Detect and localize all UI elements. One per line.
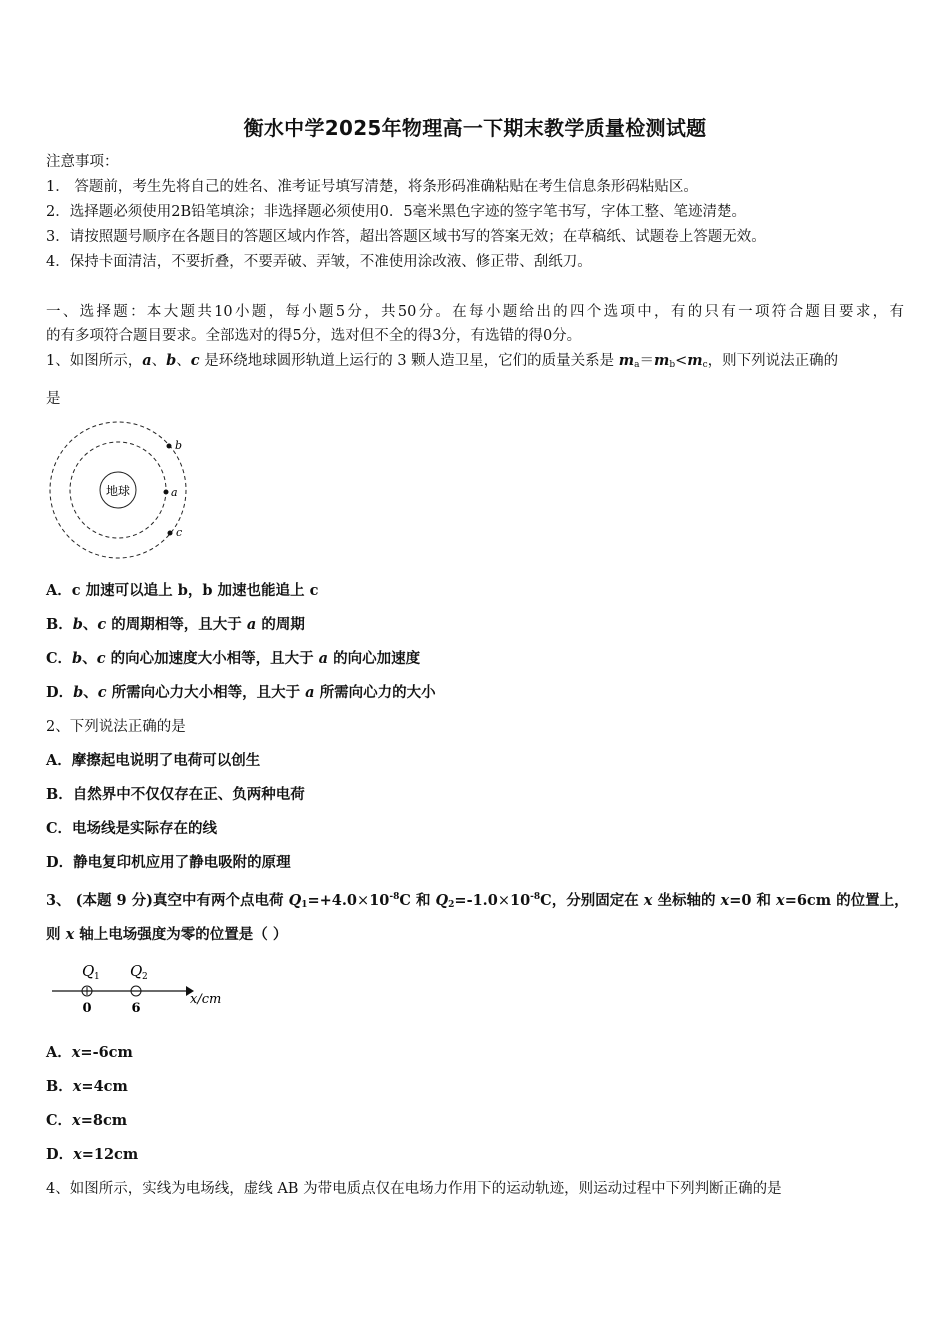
q1-option-b: B．b、c 的周期相等，且大于 a 的周期 (46, 616, 305, 633)
satellite-a (164, 490, 169, 495)
q3-option-b: B．x=4cm (46, 1078, 128, 1095)
satellite-c-label: c (176, 526, 183, 539)
notice-heading: 注意事项： (46, 154, 119, 170)
q2-label: Q (130, 962, 143, 980)
q1-option-a: A．c 加速可以追上 b，b 加速也能追上 c (46, 582, 319, 599)
tick-6: 6 (131, 1001, 141, 1016)
satellite-b (167, 444, 172, 449)
q2-option-d: D．静电复印机应用了静电吸附的原理 (46, 854, 291, 871)
section-intro-line2: 的有多项符合题目要求。全部选对的得5分，选对但不全的得3分，有选错的得0分。 (46, 328, 582, 344)
satellite-b-label: b (175, 439, 183, 452)
q1-option-d: D．b、c 所需向心力大小相等，且大于 a 所需向心力的大小 (46, 684, 436, 701)
page-title: 衡水中学2025年物理高一下期末教学质量检测试题 (243, 116, 707, 140)
question-1-stem: 1、如图所示，a、b、c 是环绕地球圆形轨道上运行的 3 颗人造卫星，它们的质量关系是 $m_a=m_b<m_c$，则下列说法正确的 (46, 352, 839, 370)
notice-item: 1． 答题前，考生先将自己的姓名、准考证号填写清楚，将条形码准确粘贴在考生信息条形码粘贴区。 (46, 179, 698, 195)
question-4-stem: 4、如图所示，实线为电场线，虚线 AB 为带电质点仅在电场力作用下的运动轨迹，则运动过程中下列判断正确的是 (46, 1181, 782, 1197)
satellite-a-label: a (171, 486, 178, 499)
q1-option-c: C．b、c 的向心加速度大小相等，且大于 a 的向心加速度 (46, 650, 421, 667)
notice-item: 2．选择题必须使用2B铅笔填涂；非选择题必须使用0．5毫米黑色字迹的签字笔书写，字体工整、笔迹清楚。 (46, 204, 747, 220)
q3-option-c: C．x=8cm (46, 1112, 128, 1129)
section-intro-line1: 一、选择题：本大题共10小题，每小题5分，共50分。在每小题给出的四个选项中，有的只有一项符合题目要求，有 (46, 304, 904, 320)
charge-axis-figure (50, 958, 240, 1020)
q2-label-sub: 2 (142, 972, 148, 982)
question-1-stem-end: 是 (46, 391, 61, 407)
axis-label: x/cm (190, 992, 222, 1007)
q1-label: Q (82, 962, 95, 980)
satellite-c (168, 531, 173, 536)
q3-option-a: A．x=-6cm (46, 1044, 133, 1061)
question-2-stem: 2、下列说法正确的是 (46, 719, 186, 735)
earth-label: 地球 (105, 484, 131, 498)
satellite-orbit-figure (48, 420, 198, 560)
tick-0: 0 (82, 1001, 92, 1016)
question-3-stem-end: 则 x 轴上电场强度为零的位置是（ ） (46, 926, 288, 943)
q2-option-b: B．自然界中不仅仅存在正、负两种电荷 (46, 786, 305, 803)
notice-item: 4．保持卡面清洁，不要折叠，不要弄破、弄皱，不准使用涂改液、修正带、刮纸刀。 (46, 254, 592, 270)
q3-option-d: D．x=12cm (46, 1146, 139, 1163)
q2-option-a: A．摩擦起电说明了电荷可以创生 (46, 752, 261, 769)
notice-item: 3．请按照题号顺序在各题目的答题区域内作答，超出答题区域书写的答案无效；在草稿纸、试题卷上答题无效。 (46, 229, 766, 245)
q2-option-c: C．电场线是实际存在的线 (46, 820, 218, 837)
q1-label-sub: 1 (94, 972, 100, 982)
question-3-stem: 3、 (本题 9 分)真空中有两个点电荷 $Q_1=+4.0\times 10^{-8}C$ 和 $Q_2=-1.0\times 10^{-8}C$，分别固定在 x 坐标轴的 x=0 和 x=6cm 的位置上， (46, 892, 909, 910)
